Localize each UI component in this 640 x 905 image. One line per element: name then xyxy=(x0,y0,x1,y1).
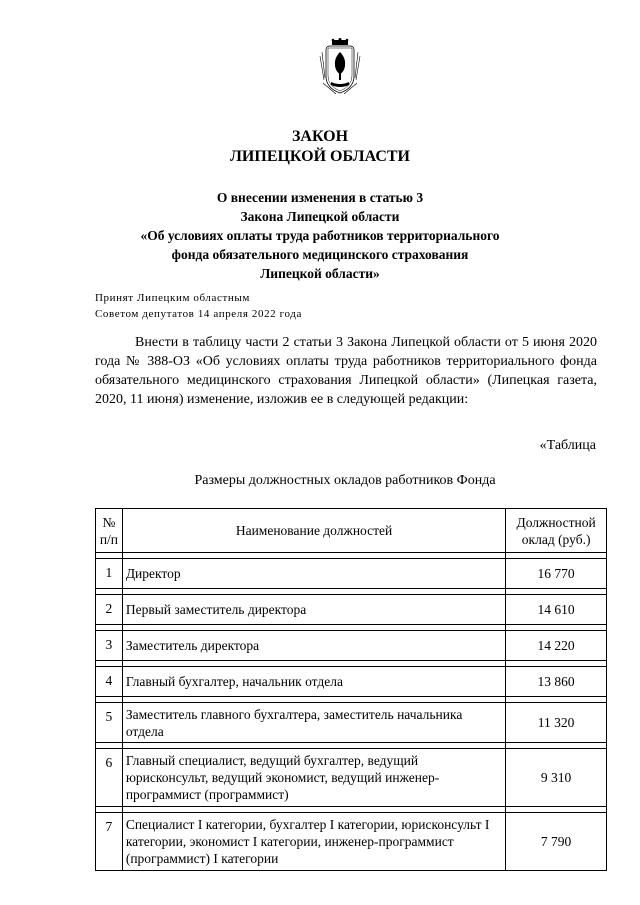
subtitle-line: Липецкой области» xyxy=(260,266,380,281)
law-region: ЛИПЕЦКОЙ ОБЛАСТИ xyxy=(230,148,410,165)
adoption-line-2: Советом депутатов 14 апреля 2022 года xyxy=(95,308,302,320)
subtitle-line: «Об условиях оплаты труда работников территориального xyxy=(140,228,500,243)
row-salary: 11 320 xyxy=(506,703,607,743)
table-row xyxy=(96,631,607,661)
row-salary: 16 770 xyxy=(506,559,607,589)
table-row xyxy=(96,559,607,589)
subtitle-line: Закона Липецкой области xyxy=(240,209,400,224)
law-subtitle xyxy=(90,188,550,283)
row-salary: 13 860 xyxy=(506,667,607,697)
row-number: 1 xyxy=(96,559,123,589)
row-number: 2 xyxy=(96,595,123,625)
table-row xyxy=(96,595,607,625)
row-position: Первый заместитель директора xyxy=(122,595,505,625)
row-salary: 7 790 xyxy=(506,813,607,871)
row-salary: 9 310 xyxy=(506,749,607,807)
row-position: Главный бухгалтер, начальник отдела xyxy=(122,667,505,697)
table-caption: Размеры должностных окладов работников Фонда xyxy=(194,473,496,488)
row-salary: 14 610 xyxy=(506,595,607,625)
table-label: «Таблица xyxy=(539,438,596,453)
row-number: 5 xyxy=(96,703,123,743)
law-title: ЗАКОН xyxy=(291,128,349,145)
header-position: Наименование должностей xyxy=(122,509,505,553)
row-position: Директор xyxy=(122,559,505,589)
table-row xyxy=(96,813,607,871)
table-row xyxy=(96,749,607,807)
adoption-line-1: Принят Липецким областным xyxy=(95,292,250,304)
row-position: Заместитель директора xyxy=(122,631,505,661)
adoption-note xyxy=(95,290,302,322)
coat-of-arms-emblem xyxy=(318,38,362,96)
salary-table xyxy=(95,508,607,871)
subtitle-line: фонда обязательного медицинского страхования xyxy=(171,247,469,262)
row-number: 6 xyxy=(96,749,123,807)
table-row xyxy=(96,703,607,743)
row-position: Специалист I категории, бухгалтер I категории, юрисконсульт I категории, экономист I категории, инженер-программист (программист) I категории xyxy=(122,813,505,871)
body-paragraph: Внести в таблицу части 2 статьи 3 Закона Липецкой области от 5 июня 2020 года № 388-ОЗ «Об условиях оплаты труда работников территориального фонда обязательного медицинского страхования Липецкой области» (Липецкая газета, 2020, 11 июня) изменение, изложив ее в следующей редакции: xyxy=(95,335,597,407)
table-header-row xyxy=(96,509,607,553)
table-row xyxy=(96,667,607,697)
row-salary: 14 220 xyxy=(506,631,607,661)
header-number: № п/п xyxy=(96,509,123,553)
row-number: 3 xyxy=(96,631,123,661)
row-number: 7 xyxy=(96,813,123,871)
row-position: Заместитель главного бухгалтера, заместитель начальника отдела xyxy=(122,703,505,743)
subtitle-line: О внесении изменения в статью 3 xyxy=(216,190,424,205)
header-salary: Должностной оклад (руб.) xyxy=(506,509,607,553)
row-position: Главный специалист, ведущий бухгалтер, ведущий юрисконсульт, ведущий экономист, ведущий инженер-программист (программист) xyxy=(122,749,505,807)
row-number: 4 xyxy=(96,667,123,697)
